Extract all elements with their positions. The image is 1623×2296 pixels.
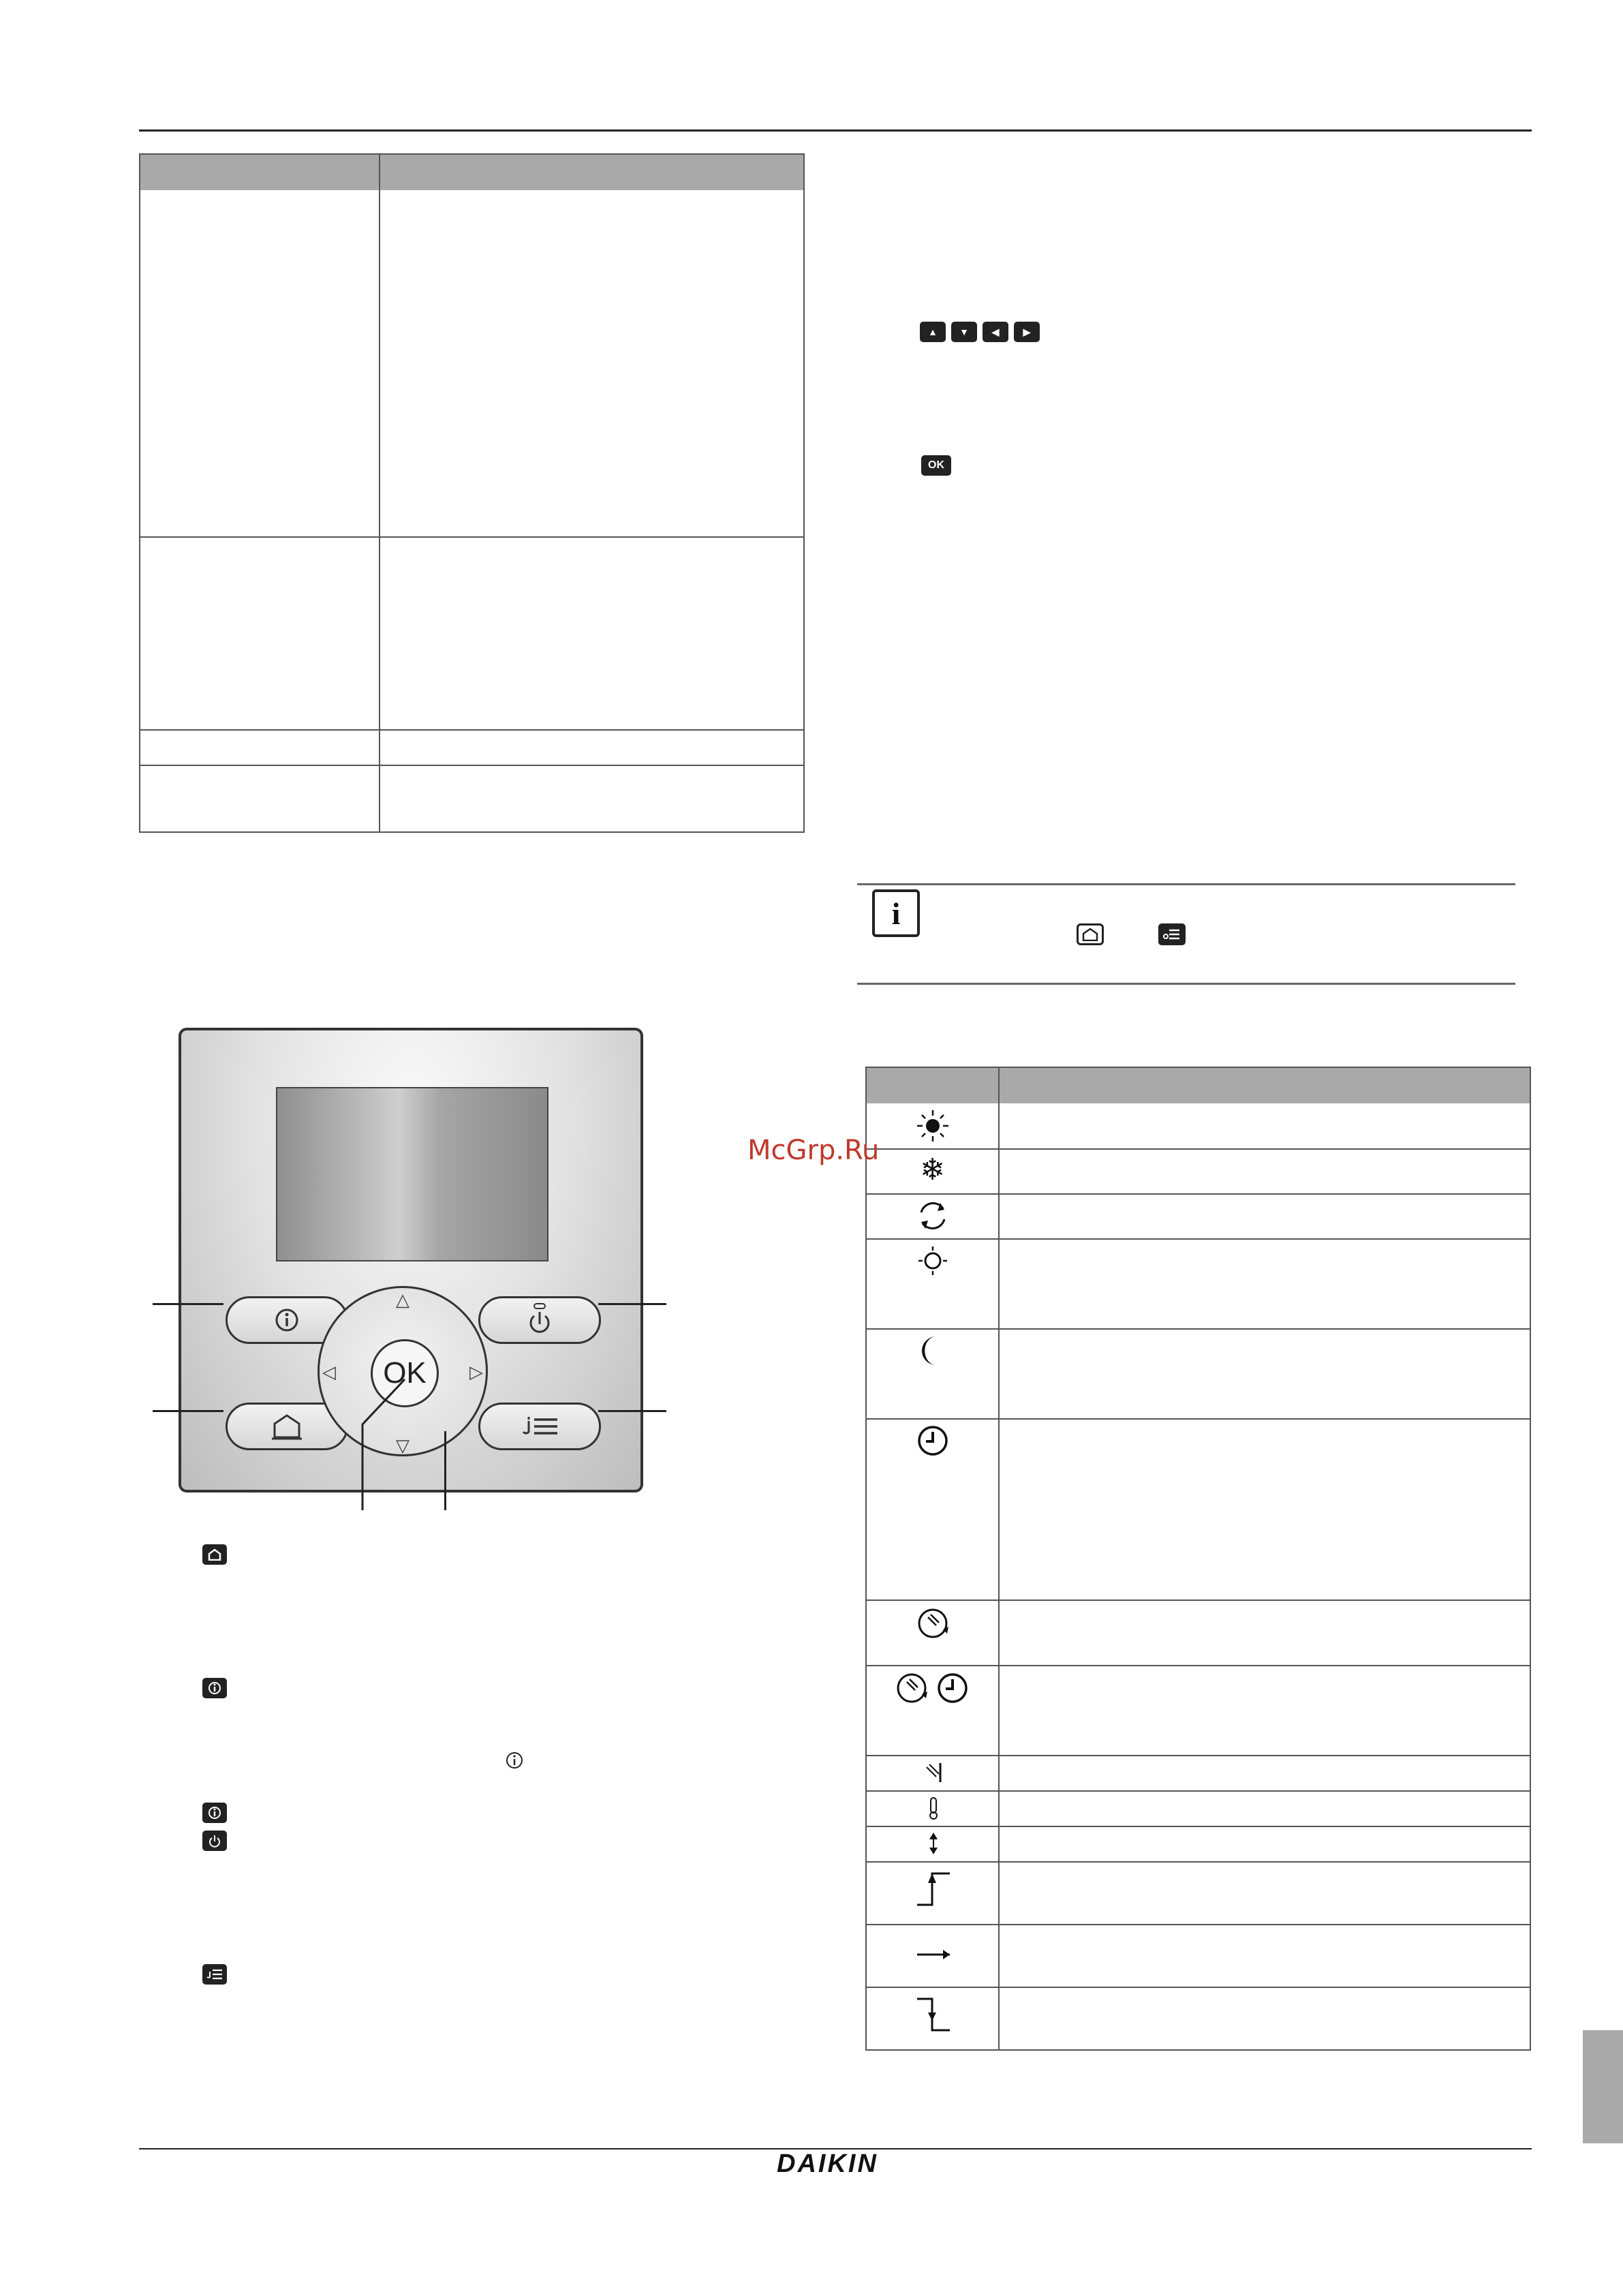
dhw-reheat-icon [916,1606,954,1640]
left-table-header [140,155,803,190]
ok-callout-line [354,1377,409,1513]
arrow-down-icon: ▼ [951,322,977,342]
icons-table-header [867,1068,1530,1103]
schedule-clock-icon [916,1424,950,1458]
home-icon [1077,923,1104,945]
dial-right-arrow[interactable]: ▷ [469,1362,483,1382]
daikin-logo: DAIKIN [777,2149,878,2178]
header-rule [139,129,1532,132]
menu-badge-icon [202,1964,227,1985]
step-up-icon [913,1868,954,1909]
up-down-arrows-icon [927,1831,940,1856]
menu-button[interactable] [478,1403,601,1450]
ok-badge-icon: OK [921,455,951,476]
heating-icon [916,1109,950,1143]
dial-left-arrow[interactable]: ◁ [322,1362,336,1382]
left-table [139,153,805,833]
info-badge-icon [202,1678,227,1698]
lcd-screen [276,1087,548,1261]
dial-down-arrow[interactable]: ▽ [396,1435,409,1456]
arrow-left-icon: ◀ [983,322,1008,342]
ok-button[interactable]: OK [371,1339,439,1407]
shower-icon [923,1760,946,1785]
status-icons-table [865,1067,1531,2051]
comfort-icon [916,1244,950,1278]
power-icon [525,1302,555,1338]
menu-icon [521,1414,559,1439]
home-badge-icon [202,1544,227,1565]
home-icon [270,1413,303,1440]
menu-icon [1158,923,1186,945]
dhw-reheat-schedule-icon [894,1670,973,1707]
user-interface-panel [179,1028,643,1493]
auto-mode-icon [916,1199,950,1233]
side-tab [1583,2030,1623,2143]
info-icon [273,1306,300,1334]
dial-up-arrow[interactable]: △ [396,1289,409,1310]
steady-arrow-icon [913,1944,954,1965]
step-down-icon [913,1993,954,2034]
power-badge-icon [202,1831,227,1851]
on-off-button[interactable] [478,1296,601,1344]
info-note-icon: i [872,889,920,937]
cooling-icon: ❄ [920,1153,945,1187]
arrow-right-icon: ▶ [1014,322,1040,342]
eco-moon-icon [916,1334,950,1368]
watermark: McGrp.Ru [747,1135,880,1166]
thermometer-icon [925,1796,942,1820]
info-badge-icon-2 [202,1803,227,1823]
arrow-up-icon: ▲ [920,322,946,342]
info-inline-icon [504,1750,525,1774]
